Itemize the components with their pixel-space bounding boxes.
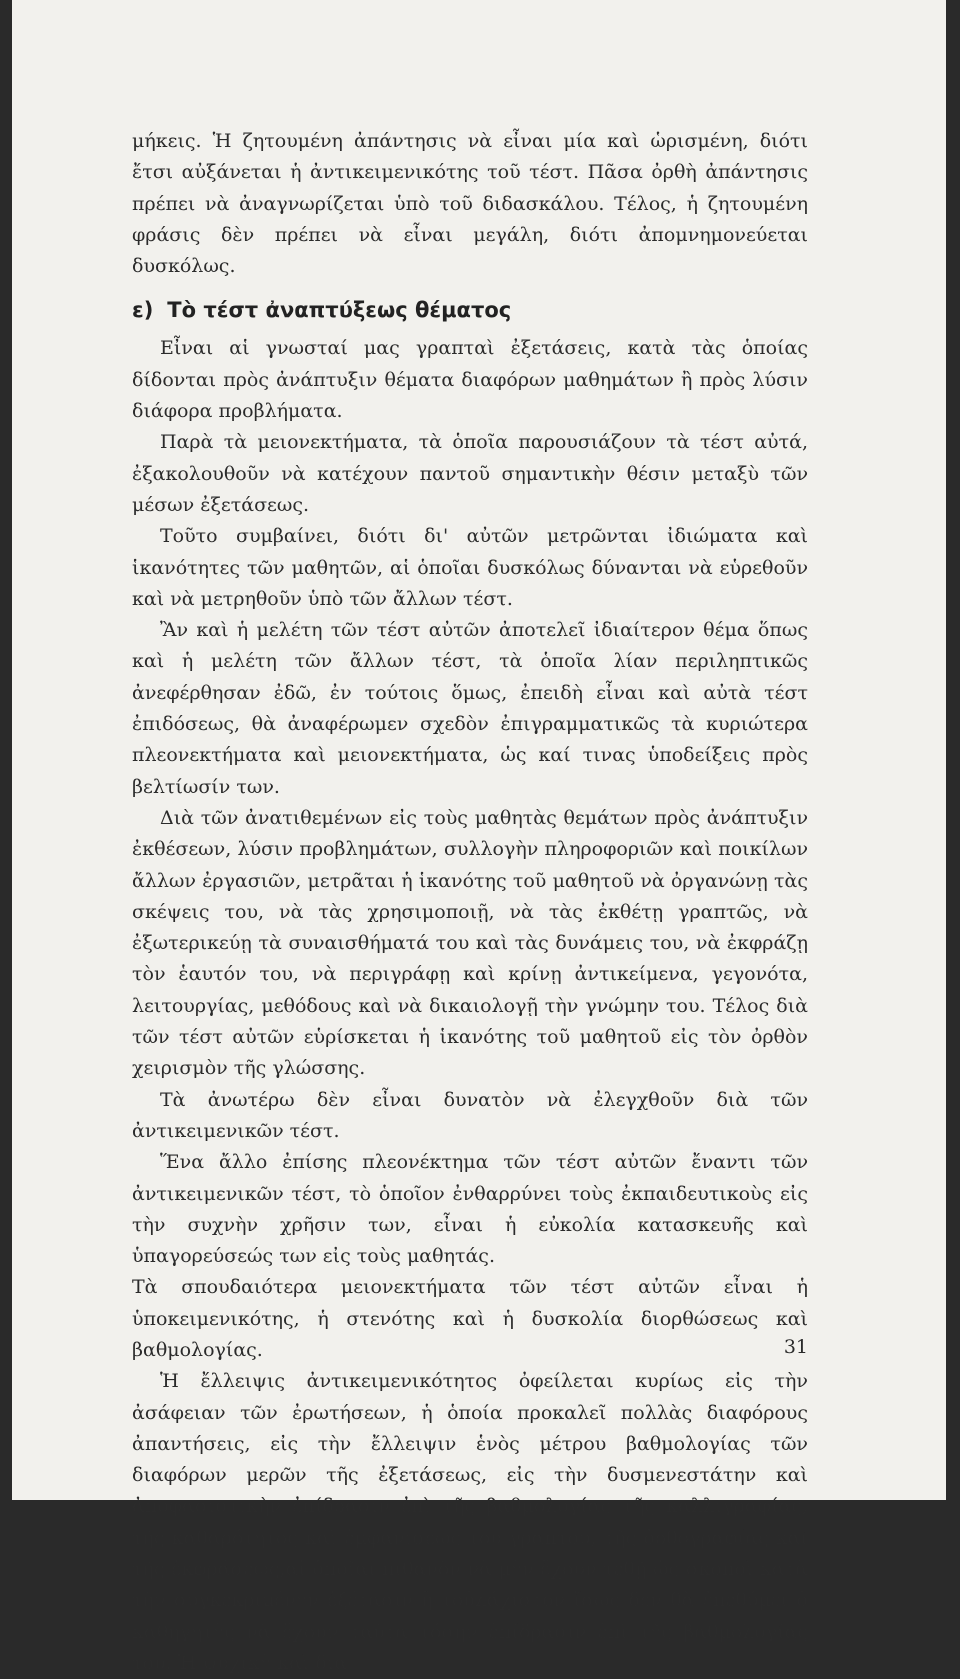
book-page [12, 0, 946, 1674]
page-number: 31 [783, 1336, 808, 1358]
paragraph-4: Ἂν καὶ ἡ μελέτη τῶν τέστ αὐτῶν ἀποτελεῖ ἰδιαίτερον θέμα ὅπως καὶ ἡ μελέτη τῶν ἄλλων τέστ, τὰ ὁποῖα λίαν περιληπτικῶς ἀνεφέρθησαν ἐδῶ, ἐν τούτοις ὅμως, ἐπειδὴ εἶναι καὶ αὐτὰ τέστ ἐπιδόσεως, θὰ ἀναφέρωμεν σχεδὸν ἐπιγραμματικῶς τὰ κυριώτερα πλεονεκτήματα καὶ μειονεκτήματα, ὡς καί τινας ὑποδείξεις πρὸς βελτίωσίν των. [132, 619, 808, 798]
paragraph-7: Ἕνα ἄλλο ἐπίσης πλεονέκτημα τῶν τέστ αὐτῶν ἔναντι τῶν ἀντικειμενικῶν τέστ, τὸ ὁποῖον ἐνθαρρύνει τοὺς ἐκπαιδευτικοὺς εἰς τὴν συχνὴν χρῆσιν των, εἶναι ἡ εὐκολία κατασκευῆς καὶ ὑπαγορεύσεώς των εἰς τοὺς μαθητάς. [132, 1151, 808, 1268]
paragraph-9: Ἡ ἔλλειψις ἀντικειμενικότητος ὀφείλεται κυρίως εἰς τὴν ἀσάφειαν τῶν ἐρωτήσεων, ἡ ὁποία προκαλεῖ πολλὰς διαφόρους ἀπαντήσεις, εἰς τὴν ἔλλειψιν ἑνὸς μέτρου βαθμολογίας τῶν διαφόρων μερῶν τῆς ἐξετάσεως, εἰς τὴν δυσμενεστάτην καὶ ἀποφασιστικὴν ἐπίδρασιν ἐπὶ τῆς βαθμολογίας τῆς καλλιγραφίας, τῆς καθαρότητος καὶ ἐμφανίσεως τοῦ γραπτοῦ, τῆς ὀρθογραφίας καὶ τῆς ἐκφράσεως,αἱ ὁποῖαι πιθανὸν νὰ μὴν ἔχουν τεθῇ ὡς σκοποὶ κατὰ τὴν συγκεκριμένην ἐξέτασιν ἢ τοὐλάχιστον ἴσως δὲν θὰ ἐπεθύμει ὁ καθηγητὴς νὰ ἔχουν ταῦτα τόσην ἐπίδρασιν ἐπὶ τῆς βαθμολογίας του. Ἡ ψυχικὴ καὶ δια- [132, 1370, 808, 1674]
paragraph-3: Τοῦτο συμβαίνει, διότι δι' αὐτῶν μετρῶνται ἰδιώματα καὶ ἱκανότητες τῶν μαθητῶν, αἱ ὁποῖαι δυσκόλως δύνανται νὰ εὑρεθοῦν καὶ νὰ μετρηθοῦν ὑπὸ τῶν ἄλλων τέστ. [132, 525, 808, 610]
section-title: Τὸ τέστ ἀναπτύξεως θέματος [167, 298, 512, 323]
intro-paragraph: μήκεις. Ἡ ζητουμένη ἀπάντησις νὰ εἶναι μία καὶ ὡρισμένη, διότι ἔτσι αὐξάνεται ἡ ἀντικειμενικότης τοῦ τέστ. Πᾶσα ὀρθὴ ἀπάντησις πρέπει νὰ ἀναγνωρίζεται ὑπὸ τοῦ διδασκάλου. Τέλος, ἡ ζητουμένη φράσις δὲν πρέπει νὰ εἶναι μεγάλη, διότι ἀπομνημονεύεται δυσκόλως. [132, 130, 808, 278]
paragraph-2: Παρὰ τὰ μειονεκτήματα, τὰ ὁποῖα παρουσιάζουν τὰ τέστ αὐτά, ἐξακολουθοῦν νὰ κατέχουν παντοῦ σημαντικὴν θέσιν μεταξὺ τῶν μέσων ἐξετάσεως. [132, 431, 808, 516]
paragraph-5: Διὰ τῶν ἀνατιθεμένων εἰς τοὺς μαθητὰς θεμάτων πρὸς ἀνάπτυξιν ἐκθέσεων, λύσιν προβλημάτων, συλλογὴν πληροφοριῶν καὶ ποικίλων ἄλλων ἐργασιῶν, μετρᾶται ἡ ἱκανότης τοῦ μαθητοῦ νὰ ὀργανώνῃ τὰς σκέψεις του, νὰ τὰς χρησιμοποιῇ, νὰ τὰς ἐκθέτῃ γραπτῶς, νὰ ἐξωτερικεύῃ τὰ συναισθήματά του καὶ τὰς δυνάμεις του, νὰ ἐκφράζῃ τὸν ἑαυτόν του, νὰ περιγράφῃ καὶ κρίνῃ ἀντικείμενα, γεγονότα, λειτουργίας, μεθόδους καὶ νὰ δικαιολογῇ τὴν γνώμην του. Τέλος διὰ τῶν τέστ αὐτῶν εὑρίσκεται ἡ ἱκανότης τοῦ μαθητοῦ εἰς τὸν ὀρθὸν χειρισμὸν τῆς γλώσσης. [132, 806, 808, 1080]
page-body [132, 126, 808, 1679]
paragraph-6: Τὰ ἀνωτέρω δὲν εἶναι δυνατὸν νὰ ἐλεγχθοῦν διὰ τῶν ἀντικειμενικῶν τέστ. [132, 1088, 808, 1142]
paragraph-1: Εἶναι αἱ γνωσταί μας γραπταὶ ἐξετάσεις, κατὰ τὰς ὁποίας δίδονται πρὸς ἀνάπτυξιν θέματα διαφόρων μαθημάτων ἢ πρὸς λύσιν διάφορα προβλήματα. [132, 337, 808, 423]
paragraph-8: Τὰ σπουδαιότερα μειονεκτήματα τῶν τέστ αὐτῶν εἶναι ἡ ὑποκειμενικότης, ἡ στενότης καὶ ἡ δυσκολία διορθώσεως καὶ βαθμολογίας. [132, 1276, 808, 1361]
section-heading [132, 293, 808, 327]
section-label: ε) [132, 298, 154, 323]
